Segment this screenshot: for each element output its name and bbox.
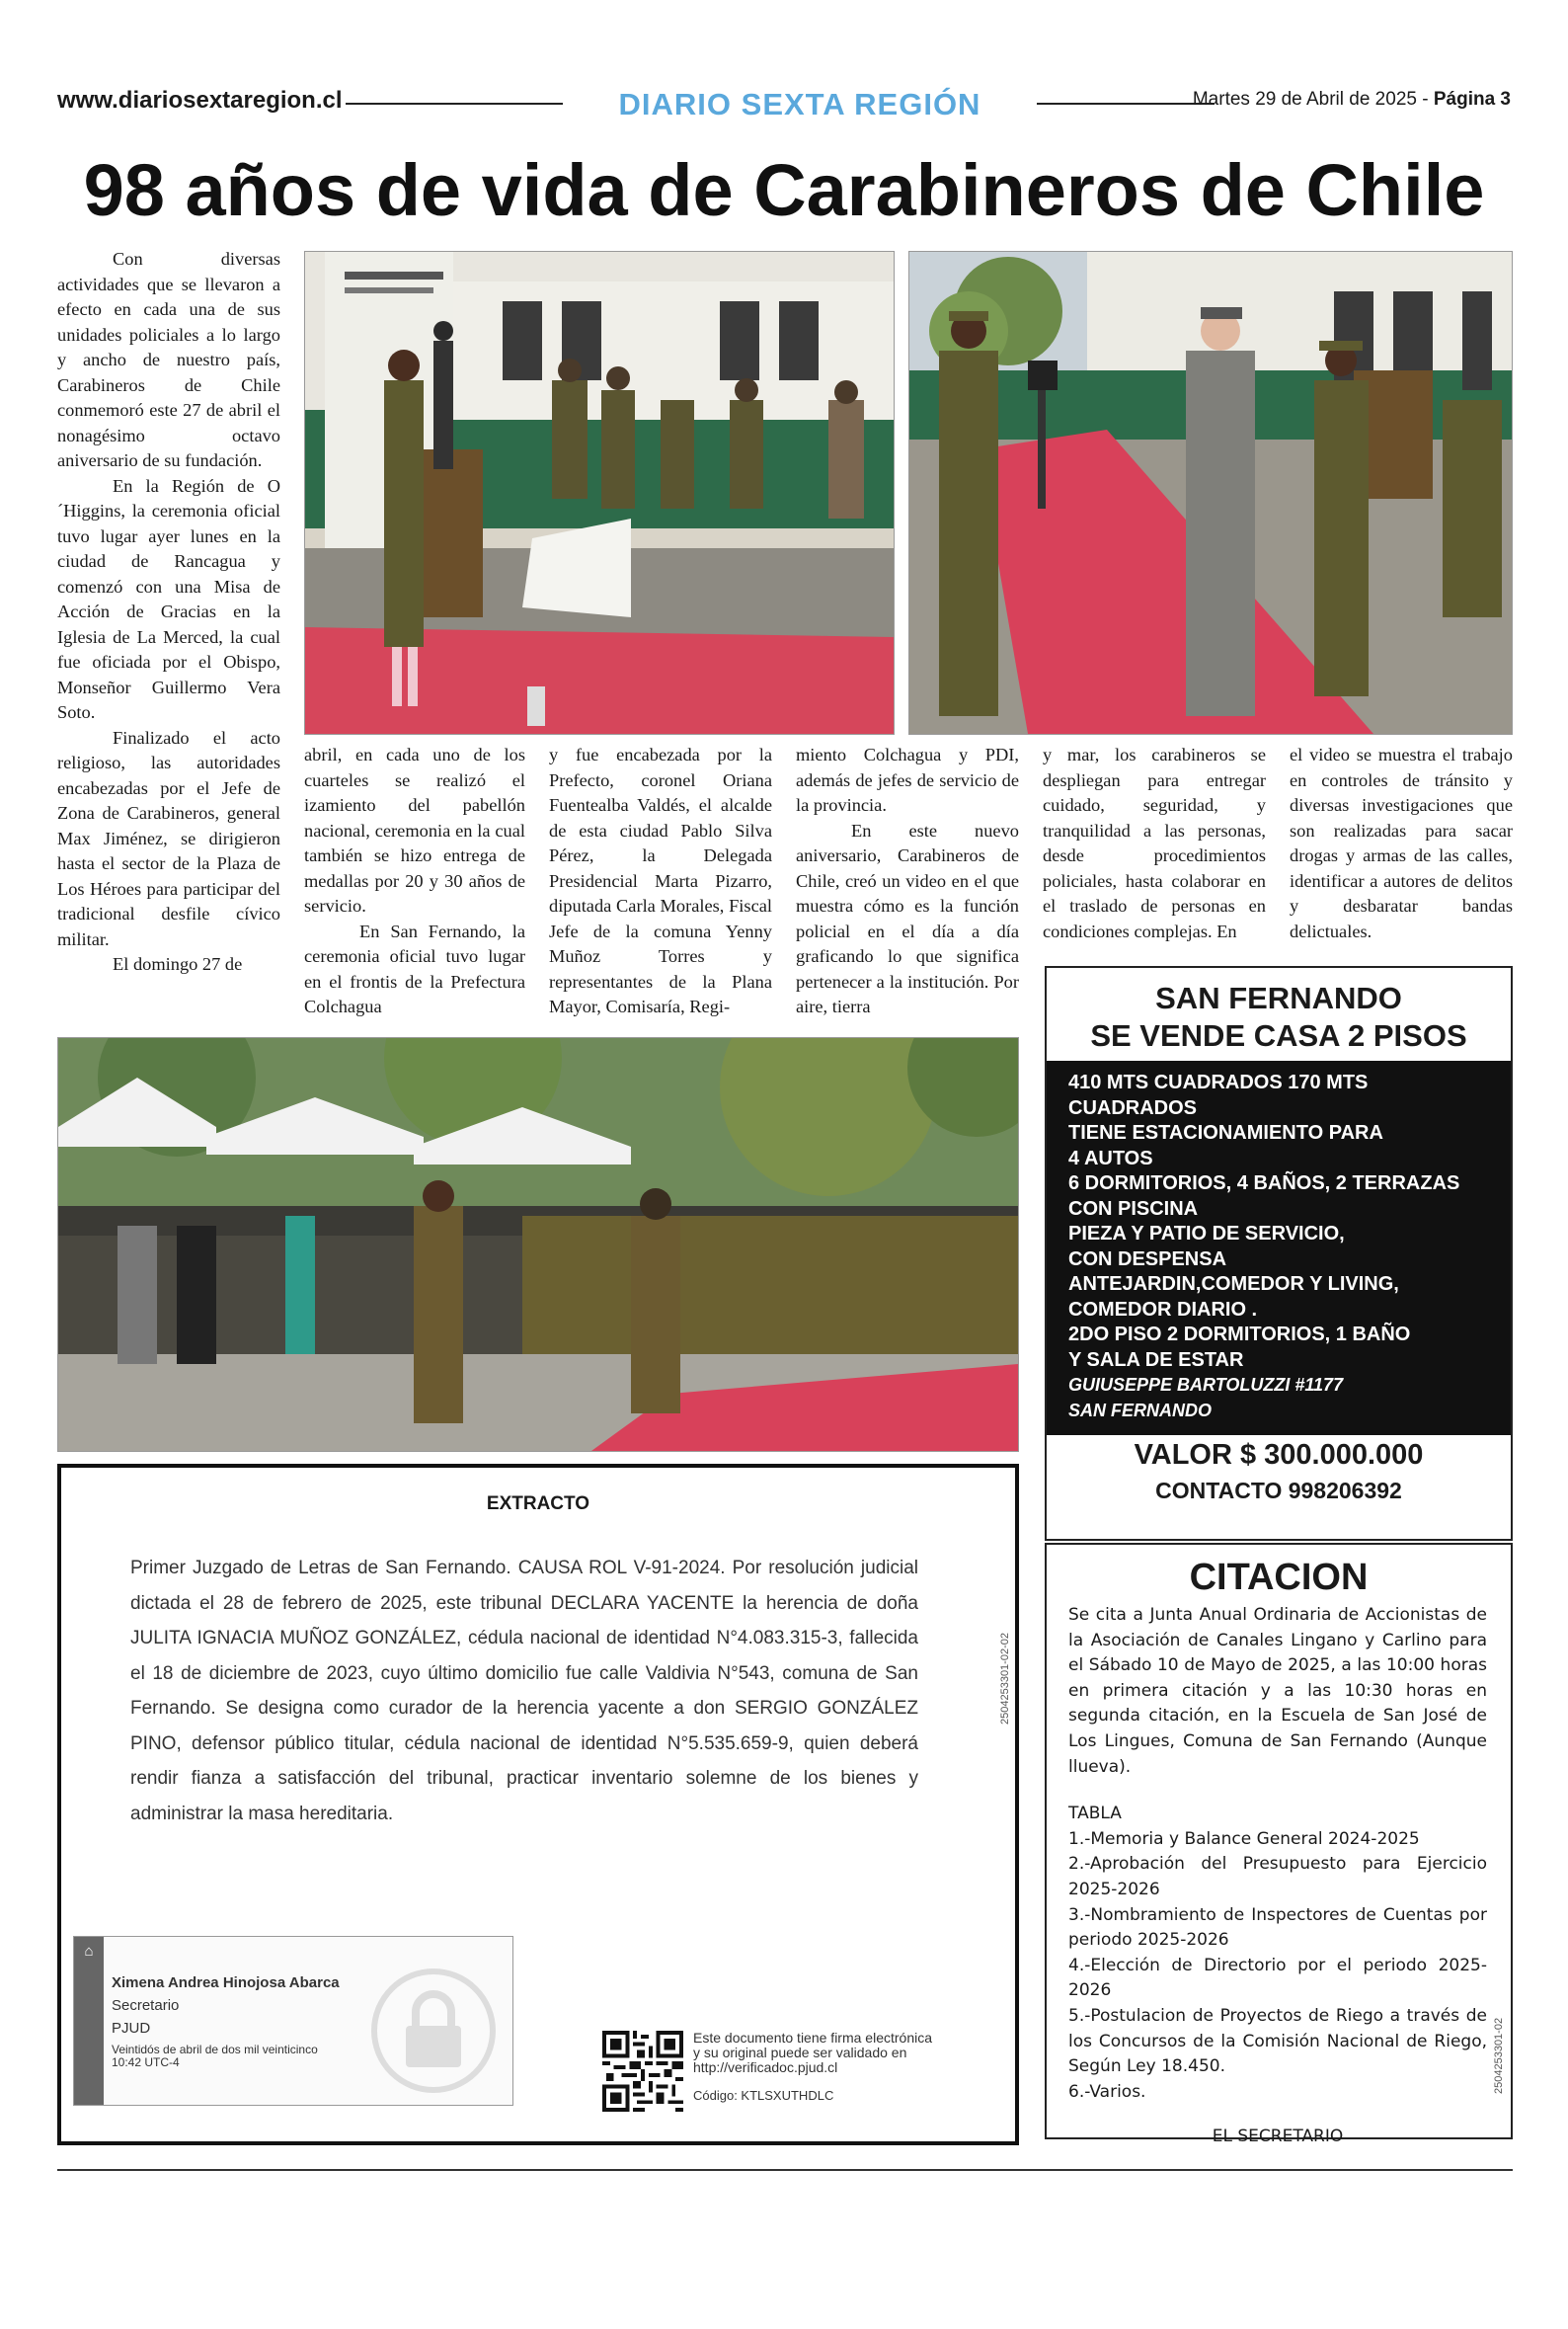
issue-date <box>1193 89 1511 111</box>
verify-url[interactable]: http://verificadoc.pjud.cl <box>693 2059 838 2075</box>
ad-detail-line: 410 MTS CUADRADOS 170 MTS <box>1068 1072 1369 1093</box>
ad-detail-line: CON DESPENSA <box>1068 1247 1227 1270</box>
date-text: Martes 29 de Abril de 2025 - <box>1192 89 1429 110</box>
extracto-notice <box>57 1464 1019 2145</box>
citacion-notice <box>1045 1543 1513 2147</box>
extracto-body: Primer Juzgado de Letras de San Fernando. CAUSA ROL V-91-2024. Por resolución judicial dictada el 28 de febrero de 2025, este tribunal DECLARA YACENTE la herencia de doña JULITA IGNACIA MUÑOZ GONZÁLEZ, cédula nacional de identidad N°4.083.315-3, fallecida el 18 de diciembre de 2023, cuyo último domicilio fue calle Valdivia N°543, comuna de San Fernando. Se designa como curador de la herencia yacente a don SERGIO GONZÁLEZ PINO, defensor público titular, cédula nacional de identidad N°5.535.659-9, quien deberá rendir fianza a satisfacción del tribunal, practicar inventario solemne de los bienes y administrar la masa hereditaria. <box>130 1558 918 1824</box>
paragraph: Con diversas actividades que se llevaron a efecto en cada una de sus unidades policiales a lo largo y ancho de nuestro país, Carabineros de Chile conmemoró este 27 de abril el nonagésimo octavo aniversario de su fundación. <box>57 249 280 470</box>
paragraph: En San Fernando, la ceremonia oficial tuvo lugar en el frontis de la Prefectura Colchagua <box>304 921 525 1016</box>
signer-org: PJUD <box>112 2020 151 2037</box>
ad-title-line-1: SAN FERNANDO <box>1155 981 1402 1015</box>
article-column-4 <box>796 743 1019 1020</box>
signer-role: Secretario <box>112 1997 180 2014</box>
article-column-2 <box>304 743 525 1020</box>
paragraph: En la Región de O´Higgins, la ceremonia oficial tuvo lugar ayer lunes en la ciudad de Rancagua y comenzó con una Misa de Acción de Gracias en la Iglesia de La Merced, la cual fue oficiada por el Obispo, Monseñor Guillermo Vera Soto. <box>57 475 280 722</box>
ad-detail-line: PIEZA Y PATIO DE SERVICIO, <box>1068 1223 1345 1245</box>
qr-code-icon <box>602 2031 683 2112</box>
article-column-1 <box>57 247 280 978</box>
newspaper-name: DIARIO SEXTA REGIÓN <box>618 87 981 121</box>
paragraph: y mar, los carabineros se despliegan para entregar cuidado, seguridad, y tranquilidad a las personas, desde procedimientos policiales, hasta colaborar en el traslado de personas en condiciones complejas. En <box>1043 745 1266 941</box>
signature-block <box>73 1936 513 2106</box>
ad-detail-line: 2DO PISO 2 DORMITORIOS, 1 BAÑO <box>1068 1324 1411 1345</box>
article-headline: 98 años de vida de Carabineros de Chile <box>83 149 1485 231</box>
agenda-item: 6.-Varios. <box>1068 2081 1146 2102</box>
agenda-item: 4.-Elección de Directorio por el periodo 2025-2026 <box>1068 1955 1487 2001</box>
agenda-item: 2.-Aprobación del Presupuesto para Ejercicio 2025-2026 <box>1068 1854 1487 1899</box>
document-code: Código: KTLSXUTHDLC <box>693 2088 834 2103</box>
signature-bar <box>74 1937 104 2105</box>
ad-detail-line: CUADRADOS <box>1068 1096 1197 1119</box>
ad-detail-line: TIENE ESTACIONAMIENTO PARA <box>1068 1122 1383 1144</box>
article-column-3 <box>549 743 772 1020</box>
header-rule-left <box>346 103 563 105</box>
ad-detail-line: 6 DORMITORIOS, 4 BAÑOS, 2 TERRAZAS <box>1068 1172 1460 1194</box>
ad-detail-line: 4 AUTOS <box>1068 1147 1153 1169</box>
article-column-5 <box>1043 743 1266 944</box>
citacion-body <box>1068 1603 1487 2150</box>
header-rule-right <box>1037 103 1215 105</box>
agenda-item: 5.-Postulacion de Proyectos de Riego a través de los Concursos de la Comisión Nacional de Riego, Según Ley 18.450. <box>1068 2005 1487 2077</box>
verify-line-1: Este documento tiene firma electrónica <box>693 2030 933 2046</box>
real-estate-ad <box>1045 966 1513 1541</box>
paragraph: el video se muestra el trabajo en controles de tránsito y diversas investigaciones que son realizadas para sacar drogas y armas de las calles, identificar a autores de delitos y desbaratar bandas delictuales. <box>1290 745 1513 941</box>
table-label: TABLA <box>1068 1804 1122 1824</box>
extracto-side-code: 2504253301-02-02 <box>999 1633 1011 1725</box>
court-seal-icon: ⌂ <box>84 1944 94 1960</box>
ad-detail-line: Y SALA DE ESTAR <box>1068 1348 1244 1371</box>
sign-time: 10:42 UTC-4 <box>112 2055 180 2069</box>
ad-contact: CONTACTO 998206392 <box>1155 1478 1402 1503</box>
site-url[interactable]: www.diariosextaregion.cl <box>57 87 343 114</box>
footer-rule <box>57 2169 1513 2171</box>
paragraph: abril, en cada uno de los cuarteles se realizó el izamiento del pabellón nacional, ceremonia en la cual también se hizo entrega de medallas por 20 y 30 años de servicio. <box>304 745 525 916</box>
ad-address: GUIUSEPPE BARTOLUZZI #1177 <box>1068 1375 1344 1395</box>
citacion-title: CITACION <box>1189 1557 1369 1598</box>
signer-name: Ximena Andrea Hinojosa Abarca <box>112 1974 340 1991</box>
paragraph: miento Colchagua y PDI, además de jefes de servicio de la provincia. <box>796 745 1019 815</box>
extracto-title: EXTRACTO <box>486 1493 590 1514</box>
agenda-item: 3.-Nombramiento de Inspectores de Cuentas por periodo 2025-2026 <box>1068 1904 1487 1951</box>
citacion-signature: EL SECRETARIO <box>1212 2127 1344 2147</box>
citacion-side-code: 2504253301-02 <box>1493 2017 1505 2094</box>
sign-date: Veintidós de abril de dos mil veinticinco <box>112 2043 318 2056</box>
verify-line-2: y su original puede ser validado en <box>693 2045 907 2060</box>
ad-details <box>1047 1061 1511 1435</box>
ad-price: VALOR $ 300.000.000 <box>1134 1439 1424 1471</box>
agenda-item: 1.-Memoria y Balance General 2024-2025 <box>1068 1828 1420 1849</box>
lock-icon <box>366 1968 501 2093</box>
page-number: Página 3 <box>1433 89 1511 110</box>
ad-detail-line: COMEDOR DIARIO . <box>1068 1298 1258 1321</box>
ad-detail-line: ANTEJARDIN,COMEDOR Y LIVING, <box>1068 1273 1399 1295</box>
citacion-text: Se cita a Junta Anual Ordinaria de Accionistas de la Asociación de Canales Lingano y Carlino para el Sábado 10 de Mayo de 2025, a las 10:00 horas en primera citación y a las 10:30 horas en segunda citación, en la Escuela de San José de Los Lingues, Comuna de San Fernando (Aunque llueva). <box>1068 1605 1487 1777</box>
ad-detail-line: CON PISCINA <box>1068 1197 1199 1220</box>
ad-city: SAN FERNANDO <box>1068 1400 1213 1420</box>
photo-parade-formation <box>57 1037 1019 1452</box>
paragraph: y fue encabezada por la Prefecto, coronel Oriana Fuentealba Valdés, el alcalde de esta ciudad Pablo Silva Pérez, la Delegada Presidencial Marta Pizarro, diputada Carla Morales, Fiscal Jefe de la comuna Yenny Muñoz Torres y representantes de la Plana Mayor, Comisaría, Regi- <box>549 745 772 1016</box>
photo-medal-ceremony <box>908 251 1513 735</box>
paragraph: Finalizado el acto religioso, las autoridades encabezadas por el Jefe de Zona de Carabineros, general Max Jiménez, se dirigieron hasta el sector de la Plaza de Los Héroes para participar del tradicional desfile cívico militar. <box>57 727 280 949</box>
paragraph: En este nuevo aniversario, Carabineros de Chile, creó un video en el que muestra cómo es la función policial en el día a día graficando lo que significa pertenecer a la institución. Por aire, tierra <box>796 820 1019 1016</box>
ad-title-line-2: SE VENDE CASA 2 PISOS <box>1090 1018 1467 1053</box>
paragraph: El domingo 27 de <box>113 954 243 974</box>
article-column-6 <box>1290 743 1513 944</box>
photo-ceremony-speaker <box>304 251 895 735</box>
